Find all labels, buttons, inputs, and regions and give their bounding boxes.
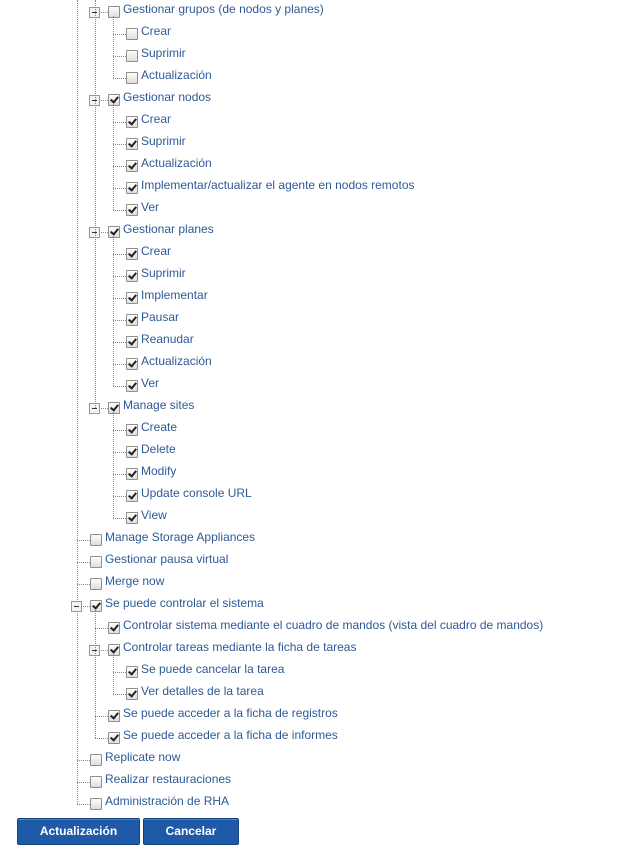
permission-label: Administración de RHA <box>105 794 230 808</box>
permission-checkbox[interactable] <box>108 710 120 722</box>
permission-label: Ver <box>141 200 160 214</box>
permission-checkbox[interactable] <box>126 490 138 502</box>
permission-checkbox[interactable] <box>90 534 102 546</box>
permission-checkbox[interactable] <box>126 468 138 480</box>
permission-checkbox[interactable] <box>108 6 120 18</box>
tree-connector <box>113 78 126 79</box>
permission-label: Suprimir <box>141 266 186 280</box>
tree-connector <box>77 584 90 585</box>
tree-connector <box>113 694 126 695</box>
tree-connector <box>113 276 126 277</box>
tree-connector <box>95 716 108 717</box>
permission-label: Actualización <box>141 68 212 82</box>
permission-label: Crear <box>141 112 172 126</box>
permission-label: Gestionar pausa virtual <box>105 552 229 566</box>
permission-checkbox[interactable] <box>126 314 138 326</box>
permission-label: Gestionar planes <box>123 222 214 236</box>
permission-checkbox[interactable] <box>108 402 120 414</box>
permission-label: Controlar tareas mediante la ficha de tareas <box>123 640 357 654</box>
tree-connector <box>113 56 126 57</box>
permission-label: Se puede cancelar la tarea <box>141 662 285 676</box>
permission-checkbox[interactable] <box>126 138 138 150</box>
tree-connector <box>113 188 126 189</box>
tree-guide-line <box>113 236 114 386</box>
permission-label: Manage Storage Appliances <box>105 530 256 544</box>
permission-checkbox[interactable] <box>126 270 138 282</box>
permission-checkbox[interactable] <box>126 358 138 370</box>
tree-connector <box>113 474 126 475</box>
permission-checkbox[interactable] <box>126 204 138 216</box>
tree-connector <box>113 122 126 123</box>
permission-checkbox[interactable] <box>108 94 120 106</box>
permission-checkbox[interactable] <box>90 798 102 810</box>
permission-label: Reanudar <box>141 332 194 346</box>
permission-label: Realizar restauraciones <box>105 772 232 786</box>
permission-label: Suprimir <box>141 46 186 60</box>
tree-guide-line <box>113 412 114 518</box>
permission-label: Manage sites <box>123 398 195 412</box>
tree-connector <box>113 254 126 255</box>
permission-checkbox[interactable] <box>108 622 120 634</box>
tree-guide-line <box>113 16 114 78</box>
permission-checkbox[interactable] <box>126 292 138 304</box>
tree-connector <box>77 760 90 761</box>
permission-checkbox[interactable] <box>126 28 138 40</box>
permission-label: Create <box>141 420 178 434</box>
permission-label: Actualización <box>141 354 212 368</box>
permission-label: View <box>141 508 167 522</box>
permission-label: Gestionar grupos (de nodos y planes) <box>123 2 324 16</box>
tree-connector <box>77 540 90 541</box>
permission-label: Se puede acceder a la ficha de informes <box>123 728 338 742</box>
permission-checkbox[interactable] <box>126 248 138 260</box>
cancel-button[interactable]: Cancelar <box>143 818 239 845</box>
permission-checkbox[interactable] <box>126 688 138 700</box>
tree-connector <box>113 298 126 299</box>
permission-checkbox[interactable] <box>126 336 138 348</box>
permission-label: Se puede controlar el sistema <box>105 596 264 610</box>
tree-connector <box>113 386 126 387</box>
permission-checkbox[interactable] <box>126 50 138 62</box>
permission-checkbox[interactable] <box>108 732 120 744</box>
update-button[interactable]: Actualización <box>17 818 140 845</box>
permission-checkbox[interactable] <box>108 226 120 238</box>
permission-checkbox[interactable] <box>126 424 138 436</box>
tree-connector <box>113 452 126 453</box>
collapse-toggle-icon[interactable] <box>71 601 82 612</box>
tree-connector <box>77 804 90 805</box>
permission-checkbox[interactable] <box>126 72 138 84</box>
tree-connector <box>113 144 126 145</box>
permission-checkbox[interactable] <box>90 556 102 568</box>
tree-connector <box>113 210 126 211</box>
permission-label: Pausar <box>141 310 180 324</box>
permission-label: Suprimir <box>141 134 186 148</box>
tree-connector <box>95 628 108 629</box>
tree-connector <box>77 562 90 563</box>
permission-checkbox[interactable] <box>126 512 138 524</box>
permission-checkbox[interactable] <box>90 754 102 766</box>
tree-connector <box>113 496 126 497</box>
tree-guide-line <box>95 0 96 408</box>
permission-label: Ver <box>141 376 160 390</box>
permission-label: Actualización <box>141 156 212 170</box>
tree-connector <box>113 672 126 673</box>
tree-connector <box>113 364 126 365</box>
permission-checkbox[interactable] <box>126 182 138 194</box>
permission-label: Merge now <box>105 574 165 588</box>
tree-connector <box>113 342 126 343</box>
permission-label: Update console URL <box>141 486 252 500</box>
permission-label: Se puede acceder a la ficha de registros <box>123 706 338 720</box>
permission-checkbox[interactable] <box>126 666 138 678</box>
permission-label: Ver detalles de la tarea <box>141 684 264 698</box>
tree-connector <box>113 34 126 35</box>
tree-guide-line <box>95 610 96 738</box>
tree-connector <box>113 166 126 167</box>
tree-guide-line <box>77 0 78 804</box>
permission-label: Modify <box>141 464 177 478</box>
permission-label: Delete <box>141 442 176 456</box>
tree-connector <box>113 320 126 321</box>
permission-checkbox[interactable] <box>126 446 138 458</box>
tree-connector <box>113 518 126 519</box>
permission-label: Replicate now <box>105 750 181 764</box>
tree-connector <box>95 738 108 739</box>
tree-guide-line <box>113 104 114 210</box>
permission-label: Controlar sistema mediante el cuadro de mandos (vista del cuadro de mandos) <box>123 618 544 632</box>
permission-checkbox[interactable] <box>126 380 138 392</box>
tree-connector <box>113 430 126 431</box>
permission-label: Crear <box>141 244 172 258</box>
tree-connector <box>77 782 90 783</box>
tree-guide-line <box>113 654 114 694</box>
permission-label: Gestionar nodos <box>123 90 212 104</box>
permission-checkbox[interactable] <box>126 160 138 172</box>
permission-checkbox[interactable] <box>90 578 102 590</box>
permission-checkbox[interactable] <box>108 644 120 656</box>
permission-checkbox[interactable] <box>90 776 102 788</box>
permission-label: Implementar <box>141 288 208 302</box>
permission-checkbox[interactable] <box>90 600 102 612</box>
permission-label: Crear <box>141 24 172 38</box>
permission-label: Implementar/actualizar el agente en nodos remotos <box>141 178 415 192</box>
permission-checkbox[interactable] <box>126 116 138 128</box>
